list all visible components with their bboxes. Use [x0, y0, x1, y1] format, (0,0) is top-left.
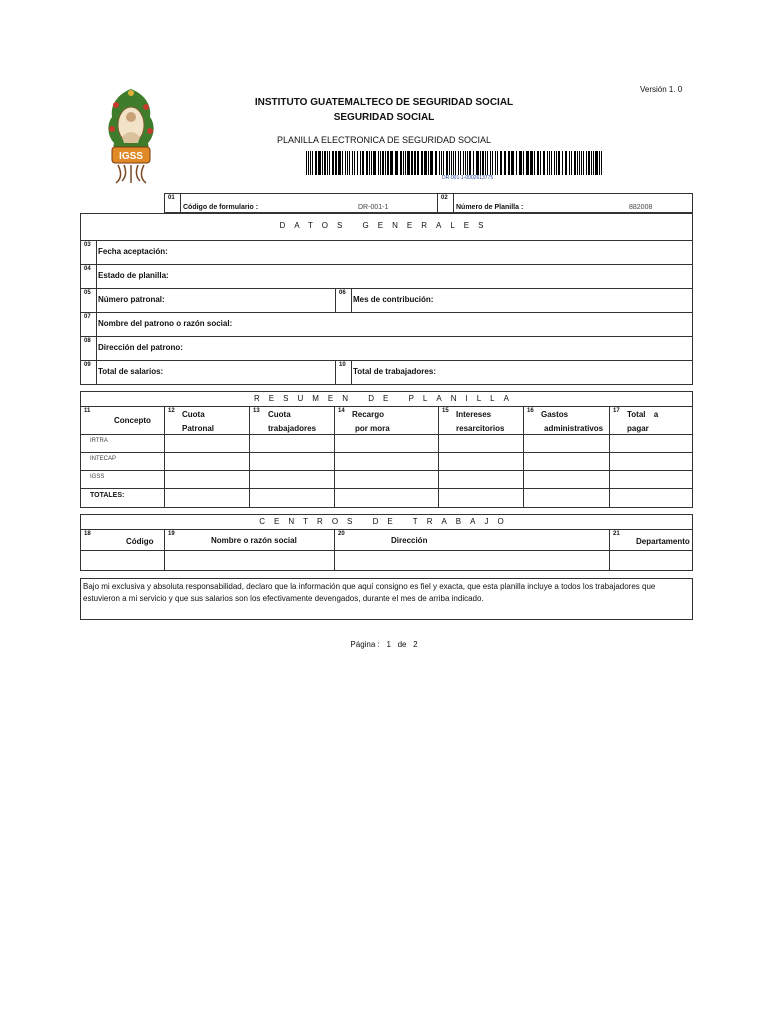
- barcode: [306, 151, 604, 175]
- resumen-planilla-heading: RESUMEN DE PLANILLA: [254, 394, 518, 403]
- estado-planilla-label: Estado de planilla:: [98, 271, 169, 280]
- col-recargo-header-line2: por mora: [355, 424, 390, 433]
- numero-patronal-label: Número patronal:: [98, 295, 165, 304]
- field-05-number: 05: [84, 290, 91, 296]
- mes-contribucion-label: Mes de contribución:: [353, 295, 434, 304]
- col-13-number: 13: [253, 408, 260, 414]
- col-recargo-header: Recargo: [352, 410, 385, 419]
- row-totales-label: TOTALES:: [90, 492, 125, 499]
- direccion-patrono-label: Dirección del patrono:: [98, 343, 183, 352]
- institution-title: INSTITUTO GUATEMALTECO DE SEGURIDAD SOCIAL: [254, 97, 514, 108]
- planilla-number-label: Número de Planilla :: [456, 204, 524, 211]
- field-08-number: 08: [84, 338, 91, 344]
- form-title: PLANILLA ELECTRONICA DE SEGURIDAD SOCIAL: [276, 135, 492, 145]
- field-01-number: 01: [168, 195, 175, 201]
- col-nombre-header: Nombre o razón social: [211, 536, 297, 545]
- col-11-number: 11: [84, 408, 91, 414]
- institution-subtitle: SEGURIDAD SOCIAL: [333, 112, 435, 123]
- nombre-patrono-label: Nombre del patrono o razón social:: [98, 319, 233, 328]
- col-gastos-header-line2: administrativos: [544, 424, 604, 433]
- declaration-text: Bajo mi exclusiva y absoluta responsabilidad, declaro que la información que aquí consigno es fiel y exacta, que esta planilla incluye a todos los trabajadores que estuvieron a mi servicio y que sus salarios son los efectivamente devengados, durante el mes de arriba indicado.: [80, 578, 693, 620]
- form-code-label: Código de formulario :: [183, 204, 259, 211]
- col-19-number: 19: [168, 531, 175, 537]
- col-codigo-header: Código: [126, 537, 154, 546]
- barcode-number: DR-001-1-0002613775: [442, 175, 494, 181]
- planilla-number-value: 882008: [629, 204, 653, 211]
- col-cuota-trabajadores-header: Cuota: [268, 410, 291, 419]
- field-07-number: 07: [84, 314, 91, 320]
- col-cuota-trabajadores-header-line2: trabajadores: [268, 424, 317, 433]
- field-10-number: 10: [339, 362, 346, 368]
- total-salarios-label: Total de salarios:: [98, 367, 164, 376]
- col-12-number: 12: [168, 408, 175, 414]
- col-16-number: 16: [527, 408, 534, 414]
- col-intereses-header-line2: resarcitorios: [456, 424, 505, 433]
- page-label: Página :: [350, 640, 380, 649]
- row-intecap-label: INTECAP: [90, 456, 117, 462]
- col-21-number: 21: [613, 531, 620, 537]
- datos-generales-heading: DATOS GENERALES: [279, 221, 493, 230]
- field-06-number: 06: [339, 290, 346, 296]
- field-02-number: 02: [441, 195, 448, 201]
- field-03-number: 03: [84, 242, 91, 248]
- field-04-number: 04: [84, 266, 91, 272]
- page-indicator: [0, 640, 768, 649]
- logo-text: IGSS: [119, 151, 143, 162]
- page-of: de: [397, 640, 407, 649]
- col-gastos-header: Gastos: [541, 410, 569, 419]
- col-15-number: 15: [442, 408, 449, 414]
- form-code-value: DR-001-1: [358, 204, 389, 211]
- col-concepto-header: Concepto: [114, 416, 151, 425]
- col-departamento-header: Departamento: [636, 537, 690, 546]
- col-total-header-line2: pagar: [627, 424, 649, 433]
- col-18-number: 18: [84, 531, 91, 537]
- col-direccion-header: Dirección: [391, 536, 428, 545]
- total-trabajadores-label: Total de trabajadores:: [353, 367, 436, 376]
- version-label: Versión 1. 0: [640, 85, 683, 94]
- page-current: 1: [386, 640, 391, 649]
- col-intereses-header: Intereses: [456, 410, 492, 419]
- col-cuota-patronal-header-line2: Patronal: [182, 424, 215, 433]
- col-17-number: 17: [613, 408, 620, 414]
- fecha-aceptacion-label: Fecha aceptación:: [98, 247, 168, 256]
- col-cuota-patronal-header: Cuota: [182, 410, 205, 419]
- col-14-number: 14: [338, 408, 345, 414]
- row-irtra-label: IRTRA: [90, 438, 108, 444]
- col-total-header: Total a: [627, 410, 659, 419]
- col-20-number: 20: [338, 531, 345, 537]
- page-total: 2: [413, 640, 418, 649]
- row-igss-label: IGSS: [90, 474, 105, 480]
- centros-trabajo-heading: CENTROS DE TRABAJO: [259, 517, 513, 526]
- field-09-number: 09: [84, 362, 91, 368]
